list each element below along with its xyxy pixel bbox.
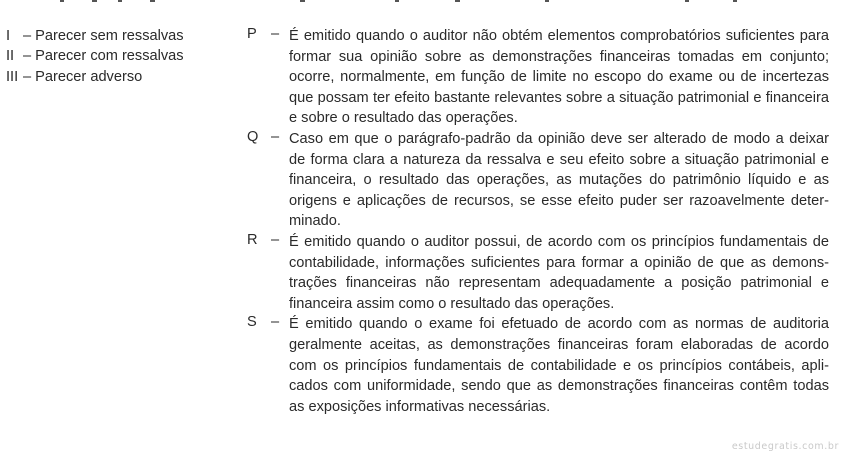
entry-dash: – <box>271 26 280 42</box>
roman-numeral: III <box>6 68 19 85</box>
definitions-list <box>247 26 829 417</box>
left-item-1 <box>6 26 184 46</box>
entry-dash: – <box>271 314 280 331</box>
entry-letter: R <box>247 231 258 248</box>
entry-text: É emitido quando o auditor possui, de acordo com os princípios fundamentais de contabilidade, informações suficientes para formar a opinião de que as demonstrações financeiras não representam adequadamente a posição patrimonial e financeira assim como o resultado das operações. <box>289 233 829 312</box>
entry-text: É emitido quando o auditor não obtém elementos comprobatórios suficientes para formar sua opinião sobre as demonstrações financeiras tomadas em conjunto; ocorre, normalmente, em função de limite no escopo do exame ou de incertezas que possam ter efeito bastante relevantes sobre a situação patrimonial e financeira e sobre o resultado das operações. <box>289 28 829 127</box>
definition-entry-p <box>247 26 829 129</box>
left-item-3 <box>6 67 184 87</box>
entry-dash: – <box>271 231 280 248</box>
entry-letter: S <box>247 314 257 331</box>
entry-dash: – <box>271 128 280 145</box>
opinion-types-list <box>6 26 184 87</box>
definition-entry-s <box>247 314 829 417</box>
roman-numeral: I <box>6 28 11 44</box>
entry-letter: P <box>247 26 257 42</box>
clipped-previous-line <box>0 0 847 4</box>
left-item-label: – Parecer sem ressalvas <box>23 28 184 44</box>
definition-entry-q <box>247 129 829 232</box>
left-item-2 <box>6 46 184 66</box>
left-item-label: – Parecer com ressalvas <box>23 48 184 65</box>
watermark: estudegratis.com.br <box>731 441 839 452</box>
left-item-label: – Parecer adverso <box>23 68 143 85</box>
roman-numeral: II <box>6 48 15 65</box>
entry-text: É emitido quando o exame foi efetuado de acordo com as normas de auditoria geralmente aceitas, as demonstrações financeiras foram elaboradas de acordo com os princípios fundamentais de contabilidade e os princípios contábeis, aplicados com uniformidade, sendo que as demonstrações financeiras contêm todas as exposições informativas necessárias. <box>289 316 829 415</box>
definition-entry-r <box>247 232 829 314</box>
entry-letter: Q <box>247 128 259 145</box>
entry-text: Caso em que o parágrafo-padrão da opinião deve ser alterado de modo a deixar de forma clara a natureza da ressalva e seu efeito sobre a situação patrimonial e financeira, o resultado das operações, as mutações do patrimônio líquido e as origens e aplicações de recursos, se esse efeito puder ser razoavelmente determinado. <box>289 130 829 230</box>
